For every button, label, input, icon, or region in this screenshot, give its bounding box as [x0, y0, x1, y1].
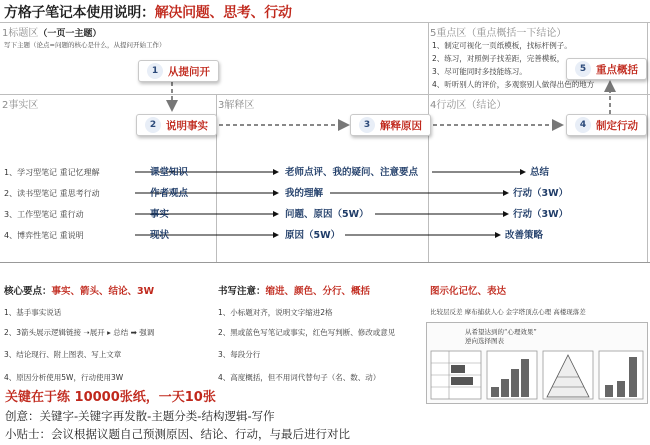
writing-note-item: 4、高度概括，但不用词代替句子（名、数、动）: [218, 373, 381, 382]
row-4-fact: 现状: [150, 230, 170, 241]
row-3-action: 行动（3W）: [513, 209, 569, 220]
row-2-action: 行动（3W）: [513, 188, 569, 199]
thumbnail-caption-2: 逆向选择图表: [465, 337, 504, 345]
core-point-item: 4、原因分析使用5W，行动使用3W: [4, 373, 124, 382]
row-1-type: 1、学习型笔记 重记忆理解: [4, 168, 100, 177]
core-point-item: 1、基手事实说话: [4, 308, 62, 317]
grid-bottom-upper: [0, 262, 650, 263]
row-4-explain: 原因（5W）: [285, 230, 341, 241]
core-point-item: 2、3箭头展示逻辑链接 ➝展开 ▸ 总结 ➡ 强调: [4, 328, 155, 337]
section-label-title-area: 1标题区（一页一主题）: [2, 28, 102, 39]
tip-item: 4、听听别人的评价，多观察别人做得出色的地方: [432, 80, 595, 89]
row-1-action: 总结: [530, 167, 550, 178]
section-label-key-points: 5重点区（重点概括一下结论）: [430, 28, 567, 39]
row-2-explain: 我的理解: [285, 188, 324, 199]
core-points-heading: 核心要点：事实、箭头、结论、3W: [4, 286, 155, 297]
row-2-fact: 作者观点: [150, 188, 189, 199]
tip-item: 1、制定可视化一页纸模板，找标杆例子。: [432, 41, 572, 50]
thumbnail-caption-1: 从希望达到的“心理效果”: [465, 328, 537, 336]
row-3-explain: 问题、原因（5W）: [285, 209, 369, 220]
step-make-action: 4 制定行动: [566, 114, 647, 136]
chart-examples-thumbnail: [426, 322, 648, 404]
step-state-facts: 2 说明事实: [136, 114, 217, 136]
title-highlight: 解决问题、思考、行动: [154, 5, 292, 21]
row-1-explain: 老师点评、我的疑问、注意要点: [285, 167, 419, 178]
writing-notes-heading: 书写注意：缩进、颜色、分行、概括: [218, 286, 371, 297]
creative-line: 创意：关键字-关键字再发散-主题分类-结构逻辑-写作: [5, 409, 275, 423]
mini-charts: [427, 345, 647, 403]
step-explain-causes: 3 解释原因: [350, 114, 431, 136]
step-summarize: 5 重点概括: [566, 58, 647, 80]
tip-item: 2、练习，对照例子找差距，完善模板，: [432, 54, 565, 63]
writing-note-item: 2、黑或蓝色写笔记或事实，红色写判断、修改或意见: [218, 328, 396, 337]
row-4-type: 4、博弈性笔记 重说明: [4, 231, 84, 240]
visual-memory-heading: 图示化记忆、表达: [430, 286, 507, 297]
section-label-action: 4行动区（结论）: [430, 100, 507, 111]
visual-tags: 比较层反差 摩布捕获人心 金字塔顶点心理 高楼现落差: [430, 308, 586, 316]
row-1-fact: 课堂知识: [150, 167, 189, 178]
writing-note-item: 3、每段分行: [218, 350, 261, 359]
section-label-facts: 2事实区: [2, 100, 39, 111]
row-3-type: 3、工作型笔记 重行动: [4, 210, 84, 219]
row-3-fact: 事实: [150, 209, 170, 220]
practice-key-line: 关键在于练 10000张纸，一天10张: [5, 390, 216, 405]
writing-note-item: 1、小标题对齐，说明文字缩进2格: [218, 308, 333, 317]
row-4-action: 改善策略: [505, 230, 544, 241]
title-area-note: 写下主题（论点=问题的核心是什么，从提问开始工作）: [4, 41, 166, 49]
title-main: 方格子笔记本使用说明：: [4, 5, 155, 21]
core-point-item: 3、结论现行、附上图表、写上文章: [4, 350, 122, 359]
tip-item: 3、尽可能同时多技能练习。: [432, 67, 527, 76]
row-2-type: 2、读书型笔记 重思考行动: [4, 189, 100, 198]
section-label-explain: 3解释区: [218, 100, 255, 111]
tip-line: 小贴士：会议根据议题自己预测原因、结论、行动，与最后进行对比: [5, 427, 350, 441]
step-ask-question: 1 从提问开: [138, 60, 219, 82]
